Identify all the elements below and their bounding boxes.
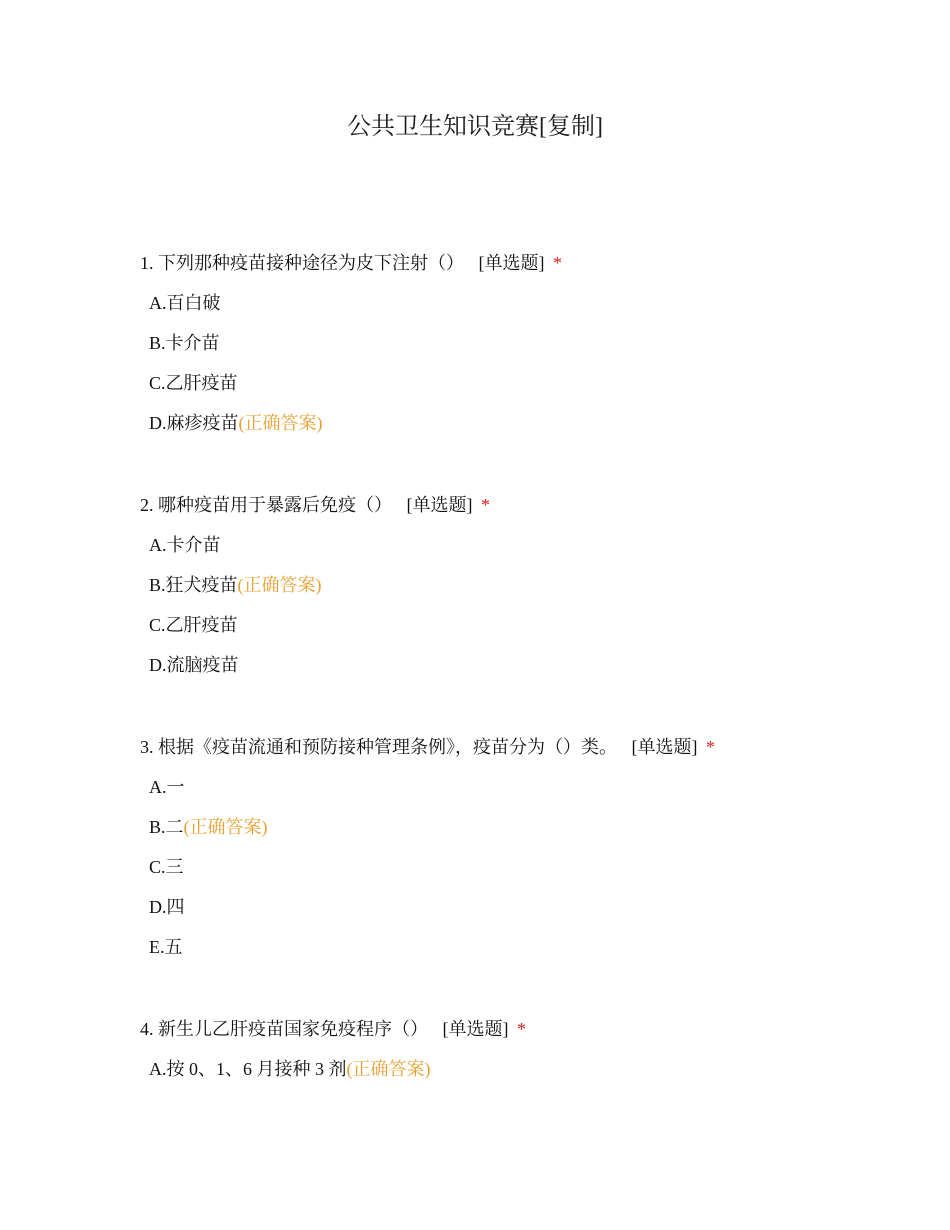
option-label: D.流脑疫苗 (149, 655, 239, 675)
option-a (140, 774, 900, 814)
option-d (140, 652, 900, 692)
option-a (140, 290, 900, 330)
option-label: A.一 (149, 777, 185, 797)
question-header (140, 734, 900, 760)
option-b (140, 572, 900, 612)
option-e (140, 934, 900, 974)
correct-answer-mark: (正确答案) (346, 1059, 431, 1079)
option-b (140, 814, 900, 854)
question-3 (140, 734, 900, 974)
question-header (140, 1016, 900, 1042)
option-label: B.狂犬疫苗 (149, 575, 238, 595)
option-label: B.卡介苗 (149, 333, 220, 353)
question-2 (140, 492, 900, 692)
option-label: E.五 (149, 937, 183, 957)
option-d (140, 894, 900, 934)
question-list (140, 250, 900, 1138)
option-label: C.三 (149, 857, 184, 877)
option-c (140, 612, 900, 652)
question-number: 4. (140, 1019, 154, 1039)
correct-answer-mark: (正确答案) (237, 575, 322, 595)
option-b (140, 330, 900, 370)
question-type: [单选题] (478, 253, 545, 273)
question-header (140, 250, 900, 276)
question-header (140, 492, 900, 518)
required-mark: * (517, 1019, 526, 1039)
option-label: D.麻疹疫苗 (149, 413, 239, 433)
option-a (140, 1056, 900, 1096)
option-label: C.乙肝疫苗 (149, 373, 238, 393)
option-label: D.四 (149, 897, 185, 917)
question-number: 2. (140, 495, 154, 515)
option-a (140, 532, 900, 572)
option-c (140, 854, 900, 894)
option-label: B.二 (149, 817, 184, 837)
required-mark: * (553, 253, 562, 273)
correct-answer-mark: (正确答案) (238, 413, 323, 433)
option-label: A.按 0、1、6 月接种 3 剂 (149, 1059, 347, 1079)
page-title: 公共卫生知识竞赛[复制] (347, 114, 603, 140)
question-type: [单选题] (406, 495, 473, 515)
question-text: 新生儿乙肝疫苗国家免疫程序（） (158, 1019, 428, 1039)
question-text: 下列那种疫苗接种途径为皮下注射（） (158, 253, 464, 273)
option-label: A.卡介苗 (149, 535, 221, 555)
option-label: C.乙肝疫苗 (149, 615, 238, 635)
option-label: A.百白破 (149, 293, 221, 313)
required-mark: * (706, 737, 715, 757)
question-text: 哪种疫苗用于暴露后免疫（） (158, 495, 392, 515)
option-c (140, 370, 900, 410)
question-number: 1. (140, 253, 154, 273)
required-mark: * (481, 495, 490, 515)
question-number: 3. (140, 737, 154, 757)
option-d (140, 410, 900, 450)
question-1 (140, 250, 900, 450)
question-4 (140, 1016, 900, 1096)
question-text: 根据《疫苗流通和预防接种管理条例》，疫苗分为（）类。 (158, 737, 617, 757)
question-type: [单选题] (631, 737, 698, 757)
question-type: [单选题] (442, 1019, 509, 1039)
correct-answer-mark: (正确答案) (183, 817, 268, 837)
